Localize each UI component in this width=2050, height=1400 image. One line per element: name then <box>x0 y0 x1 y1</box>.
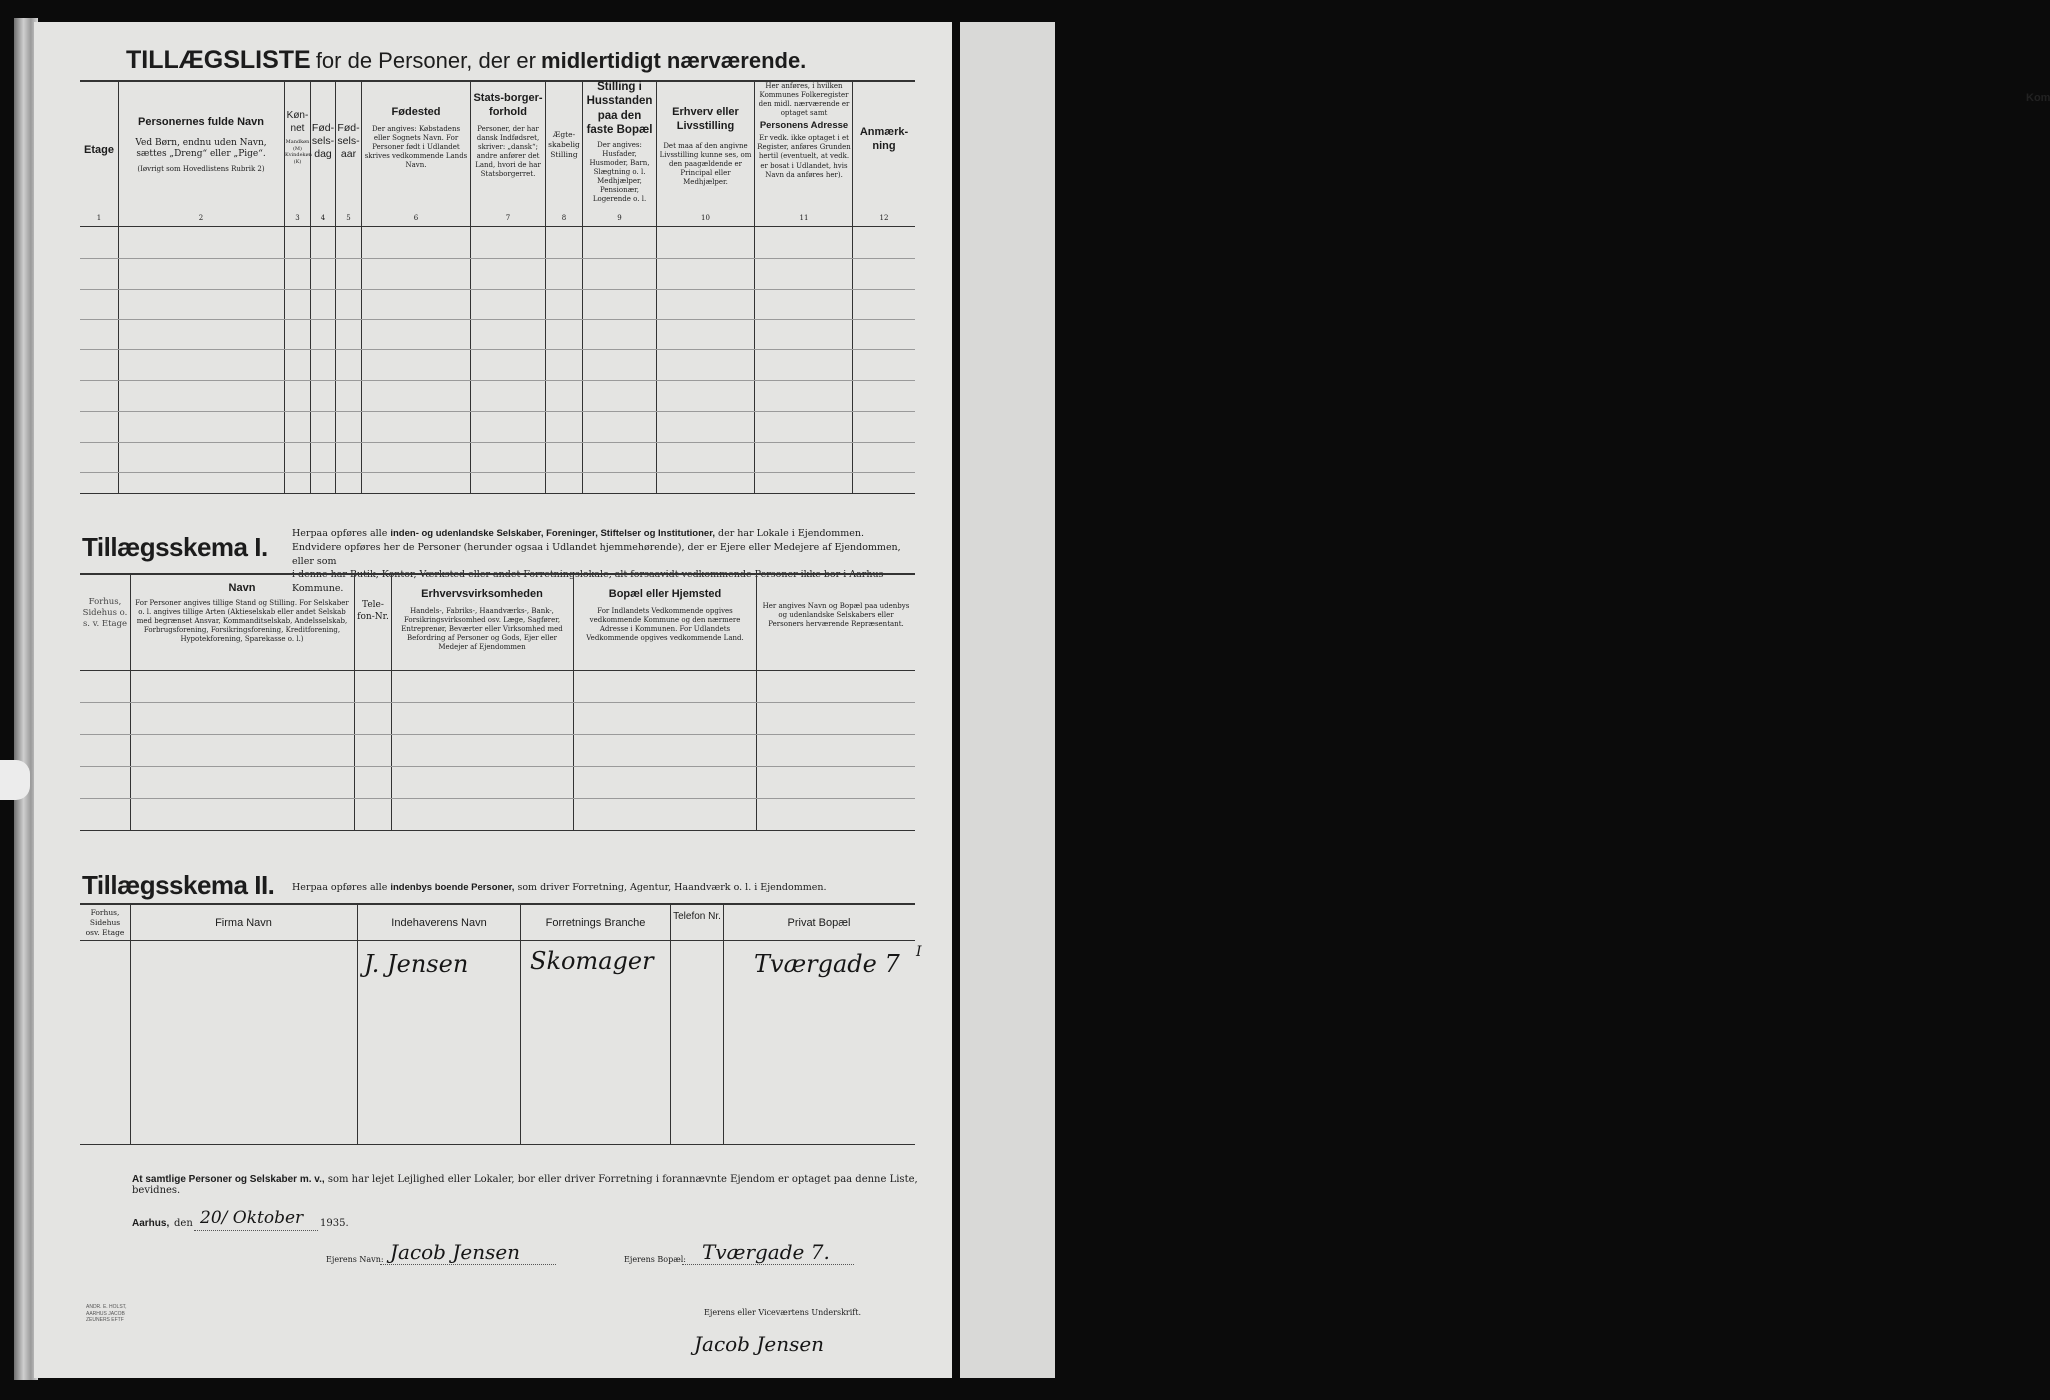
col-num: 8 <box>561 214 567 222</box>
table1-header-rule <box>80 226 915 227</box>
facing-page <box>960 22 2050 1378</box>
skema2-desc-a: Herpaa opføres alle <box>292 882 391 893</box>
skema2-col-indehaver: Indehaverens Navn <box>391 917 487 929</box>
col-kon-note: Mandkøn (M) Kvindekøn (K) <box>285 139 312 165</box>
col-stilling-title: Stilling i Husstanden paa den faste Bopæl <box>586 81 653 137</box>
skema1-desc-3: i denne har Butik, Kontor, Værksted eller andet Forretningslokale, alt forsaavidt vedkommende Personer ikke bor i Aarhus Kommune. <box>292 569 884 595</box>
skema1-col-bopael <box>576 588 754 643</box>
skema2-col-etage: Forhus, Sidehus osv. Etage <box>85 908 125 937</box>
col-num: 11 <box>799 214 809 222</box>
attestation-statement <box>132 1174 922 1196</box>
skema1-desc-c: der har Lokale i Ejendommen. <box>715 528 865 539</box>
owner-name: Jacob Jensen <box>390 1240 521 1264</box>
col-fodested-title: Fødested <box>391 106 441 118</box>
col-adresse-note2: Er vedk. ikke optaget i et Register, anføres Grunden hertil (eventuelt, at vedk. er bosat i Udlandet, hvis Navn da anføres her). <box>757 134 851 179</box>
col-stilling-header <box>583 80 656 204</box>
col-num: 3 <box>295 214 300 222</box>
skema2-col-branche: Forretnings Branche <box>545 917 646 929</box>
col-erhverv-title: Erhverv eller Livsstilling <box>672 106 739 132</box>
col-fodested-header <box>364 106 468 170</box>
page-tab <box>0 760 30 800</box>
col-statsborger-note: Personer, der har dansk Indfødsret, skriver: „dansk“; andre anfører det Land, hvori de har Statsborgerret. <box>475 124 541 178</box>
col-fodselsdag-header: Fød-sels-dag <box>311 122 335 161</box>
col-num: 1 <box>96 214 102 222</box>
skema1-col-erhverv <box>393 588 571 652</box>
skema1-col-telefon: Tele-fon-Nr. <box>357 600 389 622</box>
entry-branche: Skomager <box>530 947 654 975</box>
col-navn-title: Personernes fulde Navn <box>138 116 264 128</box>
col-aegteskab-header: Ægte-skabelig Stilling <box>548 130 580 159</box>
skema1-header-rule <box>80 670 915 671</box>
signature: Jacob Jensen <box>694 1332 825 1356</box>
col-erhverv-header <box>658 106 753 187</box>
col-statsborger-title: Stats-borger-forhold <box>473 92 543 118</box>
col-kon-title: Køn-net <box>286 110 309 134</box>
skema1-col-repraesentant: Her angives Navn og Bopæl paa udenbys og udenlandske Selskabers eller Personers herværende Repræsentant. <box>762 602 910 629</box>
skema1-col-bopael-title: Bopæl eller Hjemsted <box>608 588 722 600</box>
skema2-desc-c: som driver Forretning, Agentur, Haandværk o. l. i Ejendommen. <box>514 882 827 893</box>
col-num: 2 <box>198 214 204 222</box>
skema1-desc-2: Endvidere opføres her de Personer (herunder ogsaa i Udlandet hjemmehørende), der er Ejere eller Medejere af Ejendommen, eller som <box>292 541 901 567</box>
skema2-desc-b: indenbys boende Personer, <box>390 882 515 893</box>
city-label: Aarhus, <box>132 1218 170 1229</box>
skema2-header-rule <box>80 940 915 941</box>
entry-mark: I <box>916 944 922 960</box>
skema2-title: Tillægsskema II. <box>82 870 275 900</box>
skema1-col-navn <box>132 582 352 644</box>
year: 1935. <box>320 1218 349 1229</box>
col-fodselsaar-header: Fød-sels-aar <box>337 122 360 161</box>
col-num: 5 <box>346 214 351 222</box>
col-navn-header <box>120 116 282 174</box>
skema2-description <box>292 881 922 895</box>
statement-rest: som har lejet Lejlighed eller Lokaler, bor eller driver Forretning i forannævnte Ejendom er optaget paa denne Liste, bevidnes. <box>132 1174 918 1196</box>
skema1-desc-b: inden- og udenlandske Selskaber, Foreninger, Stiftelser og Institutioner, <box>390 528 716 539</box>
col-num: 12 <box>879 214 889 222</box>
date-handwritten: 20/ Oktober <box>200 1208 304 1228</box>
page-title <box>126 46 886 75</box>
facing-page-text: Kom <box>2026 92 2050 104</box>
skema2-top-rule <box>80 903 915 905</box>
skema1-top-rule <box>80 573 915 575</box>
owner-address-label: Ejerens Bopæl: <box>624 1255 687 1264</box>
skema1-col-etage: Forhus, Sidehus o. s. v. Etage <box>82 597 128 630</box>
signature-label: Ejerens eller Viceværtens Underskrift. <box>704 1308 862 1317</box>
col-etage-header: Etage <box>84 144 114 156</box>
col-erhverv-note: Det maa af den angivne Livsstilling kunne ses, om den paagældende er Principal eller Medhjælper. <box>659 141 752 186</box>
col-adresse-title: Personens Adresse <box>759 120 849 132</box>
skema1-bottom-rule <box>80 830 915 831</box>
col-statsborger-header <box>472 92 544 179</box>
col-adresse-note: Her anføres, i hvilken Kommunes Folkeregister den midl. nærværende er optaget samt <box>758 82 850 118</box>
col-anmaerkning-header: Anmærk-ning <box>859 126 909 152</box>
title-normal: for de Personer, der er <box>315 48 536 73</box>
form-page <box>34 22 952 1378</box>
skema1-col-bopael-note: For Indlandets Vedkommende opgives vedkommende Kommune og den nærmere Adresse i Kommunen. For Udlandets Vedkommende opgives vedkommende Land. <box>586 606 744 643</box>
entry-privat-bopael: Tværgade 7 <box>754 950 900 978</box>
col-num: 6 <box>413 214 419 222</box>
col-navn-note2: (Iøvrigt som Hovedlistens Rubrik 2) <box>137 165 265 174</box>
skema2-col-bopael: Privat Bopæl <box>787 917 851 929</box>
skema1-col-erhverv-title: Erhvervsvirksomheden <box>421 588 543 600</box>
col-fodested-note: Der angives: Købstadens eller Sognets Navn. For Personer født i Udlandet skrives vedkommende Lands Navn. <box>364 124 468 170</box>
skema2-col-firma: Firma Navn <box>215 917 272 929</box>
col-stilling-note: Der angives: Husfader, Husmoder, Barn, Slægtning o. l. Medhjælper, Pensionær, Logerende o. l. <box>589 140 650 204</box>
entry-indehaver: J. Jensen <box>364 950 469 978</box>
title-bold: TILLÆGSLISTE <box>126 46 311 74</box>
skema2-col-telefon: Telefon Nr. <box>673 911 721 922</box>
col-num: 4 <box>320 214 326 222</box>
owner-name-label: Ejerens Navn: <box>326 1255 384 1264</box>
col-num: 9 <box>617 214 622 222</box>
den-label: den <box>174 1218 193 1229</box>
skema1-title: Tillægsskema I. <box>82 532 268 562</box>
col-navn-note: Ved Børn, endnu uden Navn, sættes „Dreng“ eller „Pige“. <box>135 137 267 160</box>
col-num: 7 <box>505 214 511 222</box>
skema1-col-erhverv-note: Handels-, Fabriks-, Haandværks-, Bank-, Forsikringsvirksomhed osv. Læge, Sagfører, Entreprenør, Beværter eller Virksomhed med Befordring af Personer og Gods, Ejer eller Medejer af Ejendommen <box>401 606 563 652</box>
table1-bottom-rule <box>80 493 915 494</box>
skema1-description <box>292 527 922 596</box>
skema2-bottom-rule <box>80 1144 915 1145</box>
skema1-desc-a: Herpaa opføres alle <box>292 528 391 539</box>
skema1-col-navn-note: For Personer angives tillige Stand og Stilling. For Selskaber o. l. angives tillige Arten (Aktieselskab eller andet Selskab med begrænset Ansvar, Kommanditselskab, Andelsselskab, Forbrugsforening, Forsikringsforening, Kreditforening, Hypotekforening, Sparekasse o. l.) <box>135 598 349 644</box>
col-kon-header <box>285 110 310 165</box>
skema1-col-navn-title: Navn <box>228 582 256 594</box>
col-adresse-header <box>756 82 852 180</box>
statement-bold: At samtlige Personer og Selskaber m. v., <box>132 1174 325 1185</box>
owner-address: Tværgade 7. <box>702 1240 830 1264</box>
col-num: 10 <box>701 214 710 222</box>
printer-imprint: ANDR. E. HOLST, AARHUS JACOB ZEUNERS EFTF <box>86 1304 127 1323</box>
title-bold-2: midlertidigt nærværende. <box>541 48 807 73</box>
